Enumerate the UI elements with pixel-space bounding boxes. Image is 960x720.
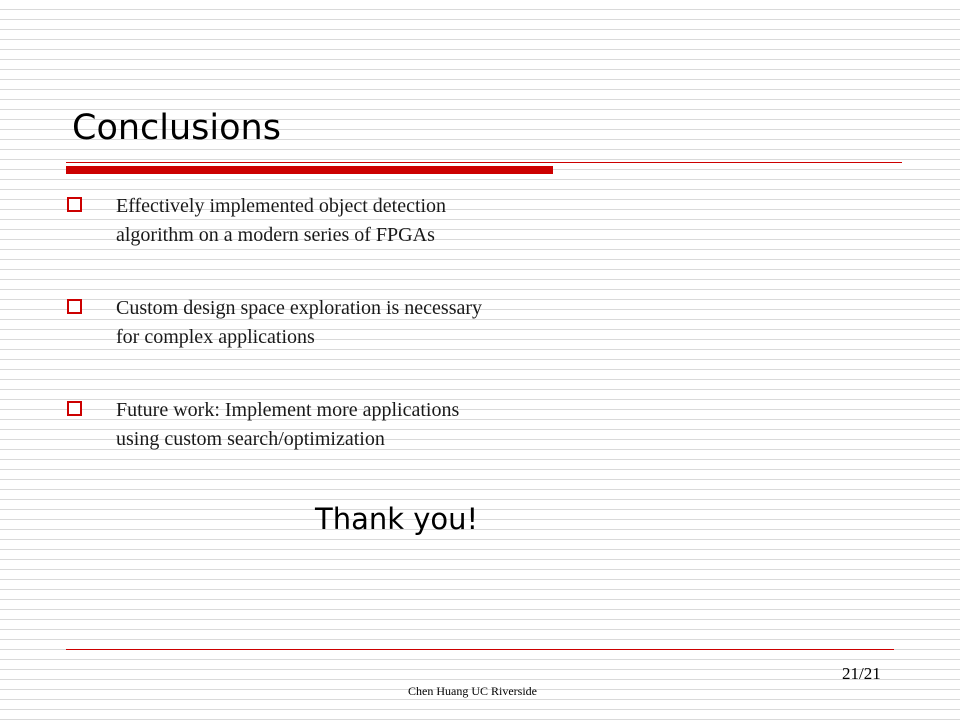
slide-title: Conclusions [72, 108, 281, 148]
bullet-line: algorithm on a modern series of FPGAs [116, 224, 435, 246]
bullet-text [116, 396, 587, 454]
hollow-square-bullet-icon [67, 197, 82, 212]
title-accent-bar [66, 166, 553, 174]
bullet-line: for complex applications [116, 326, 315, 348]
bullet-line: Custom design space exploration is necessary [116, 297, 483, 319]
hollow-square-bullet-icon [67, 299, 82, 314]
bullet-list [67, 192, 587, 498]
footer-author: Chen Huang UC Riverside [408, 684, 537, 698]
bullet-line: Effectively implemented object detection [116, 195, 447, 217]
page-number: 21/21 [842, 664, 881, 683]
bullet-text [116, 192, 587, 250]
title-rule [66, 162, 902, 163]
footer-rule [66, 649, 894, 650]
bullet-line: Future work: Implement more applications [116, 399, 460, 421]
bullet-text [116, 294, 587, 352]
hollow-square-bullet-icon [67, 401, 82, 416]
bullet-item [67, 192, 587, 250]
closing-text: Thank you! [315, 502, 479, 536]
bullet-line: using custom search/optimization [116, 428, 385, 450]
bullet-item [67, 396, 587, 454]
bullet-item [67, 294, 587, 352]
